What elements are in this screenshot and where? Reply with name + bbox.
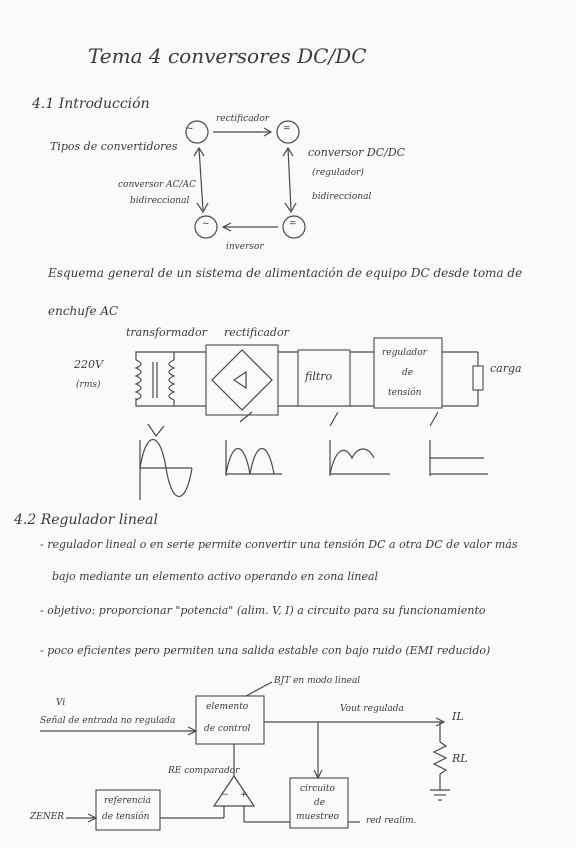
power-supply-scheme — [136, 338, 483, 436]
rl-resistor-zigzag — [434, 742, 446, 774]
regulator-label-line2: de — [402, 368, 414, 378]
zener-label: ZENER — [30, 812, 65, 822]
comparator-opamp — [214, 776, 254, 806]
rectified-waveform — [226, 449, 274, 475]
reference-label-1: referencia — [104, 796, 151, 806]
arrow-filter — [330, 412, 338, 426]
rl-label: RL — [452, 752, 468, 765]
ac-symbol-bottom: ~ — [202, 219, 210, 229]
section-heading-introduccion: 4.1 Introducción — [32, 96, 150, 112]
dcdc-converter-label: conversor DC/DC — [308, 146, 406, 159]
comparator-minus-sign: − — [221, 790, 229, 800]
rectifier-block — [206, 345, 278, 415]
acac-converter-label: conversor AC/AC — [118, 180, 196, 190]
converter-types-label: Tipos de convertidores — [50, 140, 178, 153]
transformer-secondary-coil — [169, 360, 174, 400]
bullet1-line2: bajo mediante un elemento activo operando en zona lineal — [52, 570, 379, 583]
control-element-label-2: de control — [204, 724, 251, 734]
comparator-plus-sign: + — [240, 790, 248, 800]
sampling-label-3: muestreo — [296, 812, 339, 822]
regulator-note: (regulador) — [312, 168, 364, 178]
dc-symbol-top: = — [283, 124, 291, 134]
comparator-label: RE comparador — [168, 766, 240, 776]
bidirectional-left-label: bidireccional — [130, 196, 190, 206]
il-label: IL — [452, 710, 464, 723]
rms-label: (rms) — [76, 380, 101, 390]
inverter-label: inversor — [226, 242, 264, 252]
rectifier-label: rectificador — [216, 114, 270, 124]
vout-label: Vout regulada — [340, 704, 404, 714]
bullet3: - poco eficientes pero permiten una salida estable con bajo ruido (EMI reducido) — [40, 644, 491, 657]
bidirectional-right-label: bidireccional — [312, 192, 372, 202]
filtered-waveform — [330, 449, 374, 474]
waveform-sketches — [140, 440, 488, 501]
control-element-label-1: elemento — [206, 702, 249, 712]
scheme-text-line1: Esquema general de un sistema de alimentación de equipo DC desde toma de — [48, 266, 523, 280]
dcdc-arrow — [288, 148, 291, 210]
transformer-primary-coil — [136, 360, 141, 400]
load-label: carga — [490, 362, 522, 375]
input-signal-label: Señal de entrada no regulada — [40, 716, 176, 726]
scheme-text-line2: enchufe AC — [48, 304, 119, 318]
arrow-down-transformer — [148, 424, 164, 436]
feedback-label: red realim. — [366, 816, 417, 826]
regulator-label-line3: tensión — [388, 388, 422, 398]
bullet2: - objetivo: proporcionar "potencia" (alim. V, I) a circuito para su funcionamiento — [40, 604, 486, 617]
rectifier-block-label: rectificador — [224, 326, 289, 339]
regulator-label-line1: regulador — [382, 348, 427, 358]
sampling-label-2: de — [314, 798, 326, 808]
ac-symbol-top: ~ — [186, 124, 194, 134]
load-resistor — [473, 366, 483, 390]
reference-label-2: de tensión — [102, 812, 150, 822]
acac-arrow — [199, 148, 203, 210]
input-voltage-label: 220V — [74, 358, 103, 371]
bullet1-line1: - regulador lineal o en serie permite convertir una tensión DC a otra DC de valor más — [40, 538, 518, 551]
transformer-label: transformador — [126, 326, 207, 339]
filter-label: filtro — [305, 370, 333, 383]
page-title: Tema 4 conversores DC/DC — [88, 44, 367, 68]
sampling-label-1: circuito — [300, 784, 335, 794]
dc-symbol-bottom: = — [289, 219, 297, 229]
bjt-pointer — [246, 682, 272, 696]
bjt-label: BJT en modo lineal — [274, 676, 361, 686]
vi-label: Vi — [56, 698, 66, 708]
arrow-regulator — [430, 412, 438, 426]
section-heading-regulador-lineal: 4.2 Regulador lineal — [14, 512, 158, 528]
